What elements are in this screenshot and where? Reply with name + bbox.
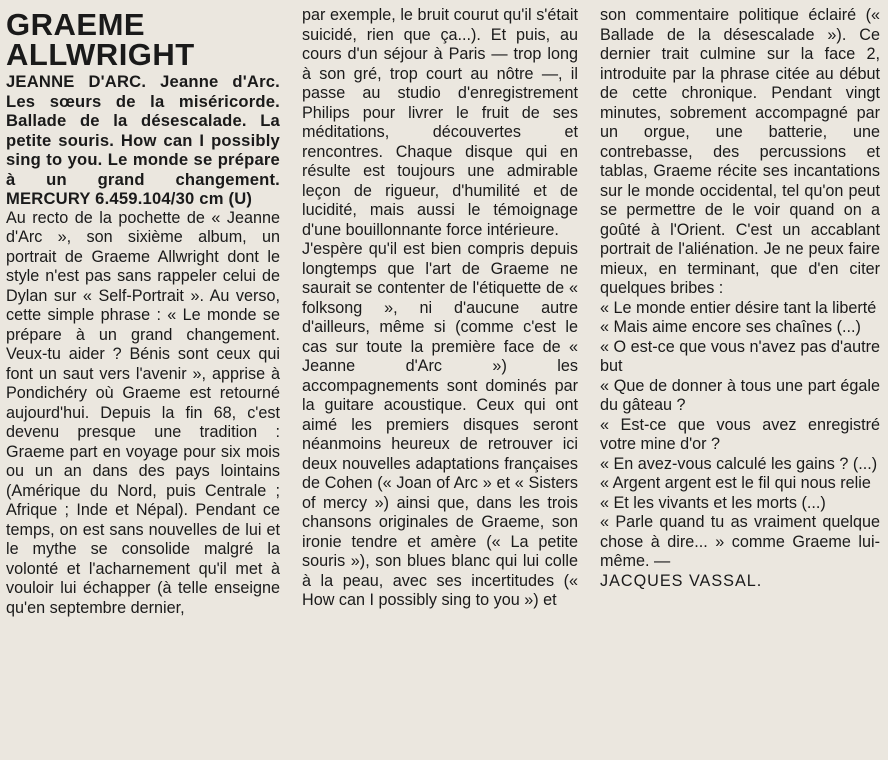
quote-line: « Est-ce que vous avez enregistré votre mine d'or ? bbox=[600, 415, 880, 453]
quote-line: « Parle quand tu as vraiment quelque chose à dire... » comme Graeme lui-même. — bbox=[600, 513, 880, 570]
paragraph-2-part-1: J'espère qu'il est bien compris depuis longtemps que l'art de Graeme ne saurait se contenter de l'étiquette de « folksong », ni d'aucune autre d'ailleurs, même si (comme c'est le cas sur toute la première face de « Jeanne d'Arc ») les accompagnements sont dominés par la guitare acoustique. Ceux qui ont aimé les premiers disques seront néanmoins heureux de retrouver ici deux nouvelles adaptations françaises de Cohen (« Joan of Arc » et « Sisters of mercy ») ainsi que, dans les trois chansons originales de Graeme, son ironie tendre et amère (« La petite souris »), son blues blanc qui lui colle à la peau, avec ses incertitudes (« How can I possibly sing to you ») et bbox=[302, 240, 578, 609]
quote-line: « Que de donner à tous une part égale du gâteau ? bbox=[600, 376, 880, 414]
column-1 bbox=[6, 6, 280, 618]
paragraph-1-part-1: Au recto de la pochette de « Jeanne d'Arc », son sixième album, un portrait de Graeme Allwright dont le style n'est pas sans rappeler celui de Dylan sur « Self-Portrait ». Au verso, cette simple phrase : « Le monde se prépare à un grand changement. Veux-tu aider ? Bénis sont ceux qui font un saut vers l'avenir », apprise à Pondichéry où Graeme est retourné aujourd'hui. Depuis la fin 68, c'est devenu presque une tradition : Graeme part en voyage pour six mois ou un an dans des pays lointains (Amérique du Nord, puis Centrale ; Afrique ; Inde et Népal). Pendant ce temps, on est sans nouvelles de lui et le mythe se consolide malgré la volonté et l'acharnement qu'il met à vouloir lui échapper (à telle enseigne qu'en septembre dernier, bbox=[6, 208, 280, 617]
quote-line: « Argent argent est le fil qui nous relie bbox=[600, 474, 871, 492]
quote-line: « Et les vivants et les morts (...) bbox=[600, 493, 826, 512]
album-header: JEANNE D'ARC. Jeanne d'Arc. Les sœurs de la miséricorde. Ballade de la désescalade. La petite souris. How can I possibly sing to you. Le monde se prépare à un grand changement. MERCURY 6.459.104/30 cm (U) bbox=[6, 72, 280, 208]
column-2 bbox=[302, 6, 578, 611]
paragraph-2-part-2: son commentaire politique éclairé (« Ballade de la désescalade »). Ce dernier trait culmine sur la face 2, introduite par la phrase citée au début de cette chronique. Pendant vingt minutes, sobrement accompagné par un orgue, une batterie, une contrebasse, des percussions et tablas, Graeme récite ses incantations sur le monde occidental, tel qu'on peut se permettre de le voir quand on a goûté à l'Orient. C'est un accablant portrait de l'aliénation. Je ne peux faire mieux, en terminant, que d'en citer quelques bribes : bbox=[600, 6, 880, 297]
author-signature: JACQUES VASSAL. bbox=[600, 571, 763, 590]
article-title: GRAEME ALLWRIGHT bbox=[6, 7, 195, 72]
column-3 bbox=[600, 6, 880, 591]
quote-line: « Mais aime encore ses chaînes (...) bbox=[600, 318, 861, 336]
paragraph-1-part-2: par exemple, le bruit courut qu'il s'était suicidé, rien que ça...). Et puis, au cours d'un séjour à Paris — trop long à son gré, trop court au nôtre —, il passe au studio d'enregistrement Philips pour livrer le fruit de ses méditations, découvertes et rencontres. Chaque disque qui en résulte est toujours une admirable leçon de rigueur, d'humilité et de lucidité, mais aussi le témoignage d'une bouillonnante force intérieure. bbox=[302, 6, 578, 239]
quote-line: « Le monde entier désire tant la liberté bbox=[600, 298, 877, 317]
quote-line: « En avez-vous calculé les gains ? (...) bbox=[600, 454, 878, 473]
quote-line: « O est-ce que vous n'avez pas d'autre but bbox=[600, 337, 880, 375]
